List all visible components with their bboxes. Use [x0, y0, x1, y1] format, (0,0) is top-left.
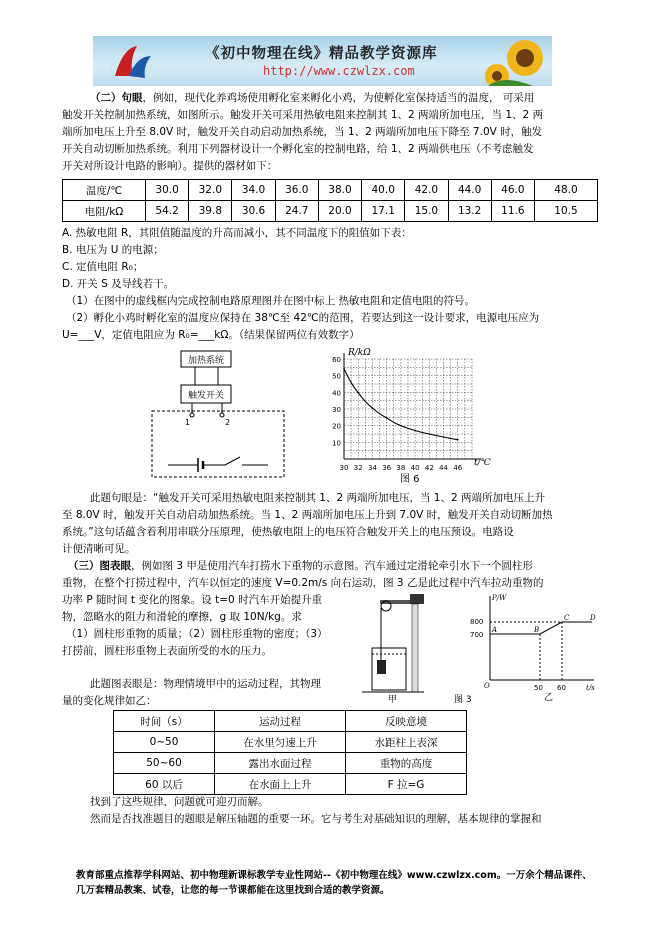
- pulley-diagram: [362, 594, 424, 705]
- y-axis-label: P/W: [492, 594, 507, 602]
- table-cell: 38.0: [318, 180, 361, 201]
- para1-line-1: 触发开关控制加热系统，如图所示。触发开关可采用热敏电阻来控制其 1、2 两端所加电压，当 1、2 两: [62, 109, 544, 121]
- table-header: 温度/℃: [63, 180, 146, 201]
- power-line: [490, 622, 592, 634]
- resistance-temperature-chart: [322, 345, 492, 485]
- x-60-label: 60: [557, 684, 566, 692]
- circuit-diagram: [150, 345, 290, 480]
- point-b-label: B: [534, 626, 540, 634]
- process-table: [113, 710, 467, 795]
- x-tick-label: 42: [424, 464, 434, 472]
- table-row: [114, 711, 467, 732]
- point-c-label: C: [564, 614, 570, 622]
- item-a: A. 热敏电阻 R，其阻值随温度的升高而减小，其不同温度下的阻值如下表：: [62, 227, 412, 239]
- truck-icon: [410, 594, 424, 604]
- question-2-answer: U=___V，定值电阻应为 R₀=___kΩ。（结果保留两位有效数字）: [62, 329, 360, 341]
- trigger-switch-label: 触发开关: [187, 391, 225, 401]
- x-tick-label: 32: [353, 464, 363, 472]
- y-700-label: 700: [470, 631, 484, 639]
- table-cell: F 拉=G: [346, 774, 467, 795]
- banner-title: 《初中物理在线》精品教学资源库: [205, 45, 438, 62]
- table-cell: 44.0: [448, 180, 491, 201]
- para1-lead: （二）句眼: [90, 92, 143, 104]
- table-cell: 34.0: [232, 180, 275, 201]
- chart-axes: [344, 353, 480, 459]
- temp-resistance-table: [62, 179, 598, 222]
- data-point: [343, 368, 345, 370]
- table-cell: 15.0: [405, 201, 448, 222]
- y-tick-label: 20: [332, 422, 341, 431]
- y-axis-label: R/kΩ: [348, 348, 371, 358]
- table-cell: 60 以后: [114, 774, 215, 795]
- x-tick-label: 30: [339, 464, 349, 472]
- x-tick-label: 36: [382, 464, 392, 472]
- figure-3: [362, 590, 602, 705]
- table-cell: 24.7: [275, 201, 318, 222]
- table-row: [114, 732, 467, 753]
- para3-line-0: （三）图表眼，例如图 3 甲是使用汽车打捞水下重物的示意图。汽车通过定滑轮牵引水下一个圆柱形: [68, 560, 533, 572]
- para3-line-4: （1）圆柱形重物的质量；（2）圆柱形重物的密度；（3）: [66, 628, 328, 640]
- jia-label: 甲: [388, 695, 398, 705]
- switch-icon: [225, 457, 240, 465]
- item-b: B. 电压为 U 的电源；: [62, 244, 164, 256]
- power-time-graph: [470, 594, 596, 703]
- heater-box-label: 加热系统: [187, 356, 225, 366]
- y-tick-label: 60: [332, 356, 341, 364]
- x-tick-label: 38: [396, 464, 406, 472]
- y-tick-labels: [332, 356, 341, 447]
- para2-line-0: 此题句眼是：“触发开关可采用热敏电阻来控制其 1、2 两端所加电压，当 1、2 两端所加电压上升: [90, 492, 546, 504]
- para5-line-0: 找到了这些规律，问题就可迎刃而解。: [90, 796, 269, 808]
- table-cell: 30.6: [232, 201, 275, 222]
- cylinder-icon: [377, 660, 386, 674]
- para1-line-0: （二）句眼，例如，现代化养鸡场使用孵化室来孵化小鸡，为使孵化室保持适当的温度， 可采用: [90, 92, 535, 104]
- table-header: 反映意境: [346, 711, 467, 732]
- item-d: D. 开关 S 及导线若干。: [62, 278, 175, 290]
- para1-line-3: 开关自动切断加热系统。利用下列器材设计一个孵化室的控制电路，给 1、2 两端供电压（不考虑触发: [62, 143, 534, 155]
- table-row: [114, 774, 467, 795]
- data-point: [386, 417, 388, 419]
- para3-lead: （三）图表眼: [68, 560, 131, 572]
- footer-line-0: 教育部重点推荐学科网站、初中物理新课标教学专业性网站--《初中物理在线》www.czwlzx.com。一万余个精品课件、: [76, 870, 592, 881]
- y-tick-label: 30: [332, 406, 341, 414]
- para5-line-1: 然而是否找准题目的题眼是解压轴题的重要一环。它与考生对基础知识的理解，基本规律的掌握和: [90, 813, 542, 825]
- table-cell: 39.8: [189, 201, 232, 222]
- x-tick-label: 44: [439, 464, 449, 472]
- table-cell: 40.0: [362, 180, 405, 201]
- para2-line-1: 至 8.0V 时，触发开关自动启动加热系统。当 1、2 两端所加电压上升到 7.0V 时，触发开关自动切断加热: [62, 509, 553, 521]
- para3-line-1: 重物，在整个打捞过程中，汽车以恒定的速度 V=0.2m/s 向右运动，图 3 乙是此过程中汽车拉动重物的: [62, 577, 544, 589]
- para3-line-5: 打捞前，圆柱形重物上表面所受的水的压力。: [62, 645, 272, 657]
- table-cell: 在水里匀速上升: [215, 732, 346, 753]
- table-cell: 54.2: [146, 201, 189, 222]
- x-axis-label: t/℃: [474, 458, 491, 468]
- fig3-caption: 图 3: [454, 695, 472, 705]
- table-cell: 0~50: [114, 732, 215, 753]
- table-cell: 42.0: [405, 180, 448, 201]
- point-a-label: A: [492, 626, 498, 634]
- para1-line-4: 开关对所设计电路的影响）。提供的器材如下：: [62, 160, 278, 172]
- table-cell: 重物的高度: [346, 753, 467, 774]
- table-cell: 水距柱上表深: [346, 732, 467, 753]
- table-cell: 32.0: [189, 180, 232, 201]
- y-800-label: 800: [470, 618, 484, 626]
- table-header: 电阻/kΩ: [63, 201, 146, 222]
- table-cell: 在水面上上升: [215, 774, 346, 795]
- table-header: 运动过程: [215, 711, 346, 732]
- chart-grid: [344, 359, 472, 459]
- table-cell: 30.0: [146, 180, 189, 201]
- table-header: 时间（s）: [114, 711, 215, 732]
- banner-url: http://www.czwlzx.com: [263, 64, 415, 78]
- question-2: （2）孵化小鸡时孵化室的温度应保持在 38℃至 42℃的范围，若要达到这一设计要求，电源电压应为: [66, 312, 540, 324]
- data-point: [357, 392, 359, 394]
- table-cell: 36.0: [275, 180, 318, 201]
- table-row: [114, 753, 467, 774]
- table-cell: 露出水面过程: [215, 753, 346, 774]
- table-cell: 48.0: [535, 180, 598, 201]
- yi-label: 乙: [544, 693, 554, 703]
- para2-line-2: 系统。”这句话蕴含着利用串联分压原理，使热敏电阻上的电压符合触发开关上的电压预设。电路设: [62, 526, 514, 538]
- data-point: [414, 430, 416, 432]
- table-cell: 10.5: [535, 201, 598, 222]
- data-point: [457, 439, 459, 441]
- chart-caption: 图 6: [400, 474, 420, 485]
- item-c: C. 定值电阻 R₀；: [62, 261, 144, 273]
- table-cell: 50~60: [114, 753, 215, 774]
- x-tick-label: 34: [367, 464, 377, 472]
- para2-line-3: 计便清晰可见。: [62, 543, 136, 555]
- sunflower-icon: [485, 40, 543, 86]
- y-tick-label: 40: [332, 389, 341, 398]
- x-axis-label: t/s: [586, 684, 595, 692]
- table-cell: 11.6: [491, 201, 534, 222]
- para1-line-2: 端所加电压上升至 8.0V 时，触发开关自动启动加热系统，当 1、2 两端所加电压下降至 7.0V 时，触发: [62, 126, 543, 138]
- x-50-label: 50: [534, 684, 543, 692]
- data-point: [429, 433, 431, 435]
- terminal-2-label: 2: [225, 418, 231, 427]
- para3-line-3: 物，忽略水的阻力和滑轮的摩擦，g 取 10N/kg。求: [62, 611, 302, 623]
- data-point: [372, 407, 374, 409]
- table-row: [63, 201, 598, 222]
- footer-line-1: 几万套精品教案、试卷，让您的每一节课都能在这里找到合适的教学资源。: [76, 885, 390, 896]
- para4-line-1: 量的变化规律如乙：: [62, 695, 157, 707]
- point-d-label: D: [590, 614, 596, 622]
- table-cell: 46.0: [491, 180, 534, 201]
- table-row: [63, 180, 598, 201]
- table-cell: 17.1: [362, 201, 405, 222]
- para4-line-0: 此题图表眼是：物理情境甲中的运动过程，其物理: [90, 678, 321, 690]
- table-cell: 20.0: [318, 201, 361, 222]
- question-1: （1）在图中的虚线框内完成控制电路原理图并在图中标上 热敏电阻和定值电阻的符号。: [66, 295, 476, 307]
- para3-line-2: 功率 P 随时间 t 变化的图象。设 t=0 时汽车开始提升重: [62, 594, 323, 606]
- terminal-1-label: 1: [185, 418, 191, 427]
- origin-label: O: [484, 682, 490, 690]
- table-cell: 13.2: [448, 201, 491, 222]
- y-tick-label: 10: [332, 439, 341, 448]
- data-point: [400, 425, 402, 427]
- header-banner: [93, 36, 552, 86]
- y-tick-label: 50: [332, 372, 341, 381]
- data-point: [443, 436, 445, 438]
- x-tick-label: 40: [410, 464, 420, 472]
- x-tick-label: 46: [453, 464, 463, 472]
